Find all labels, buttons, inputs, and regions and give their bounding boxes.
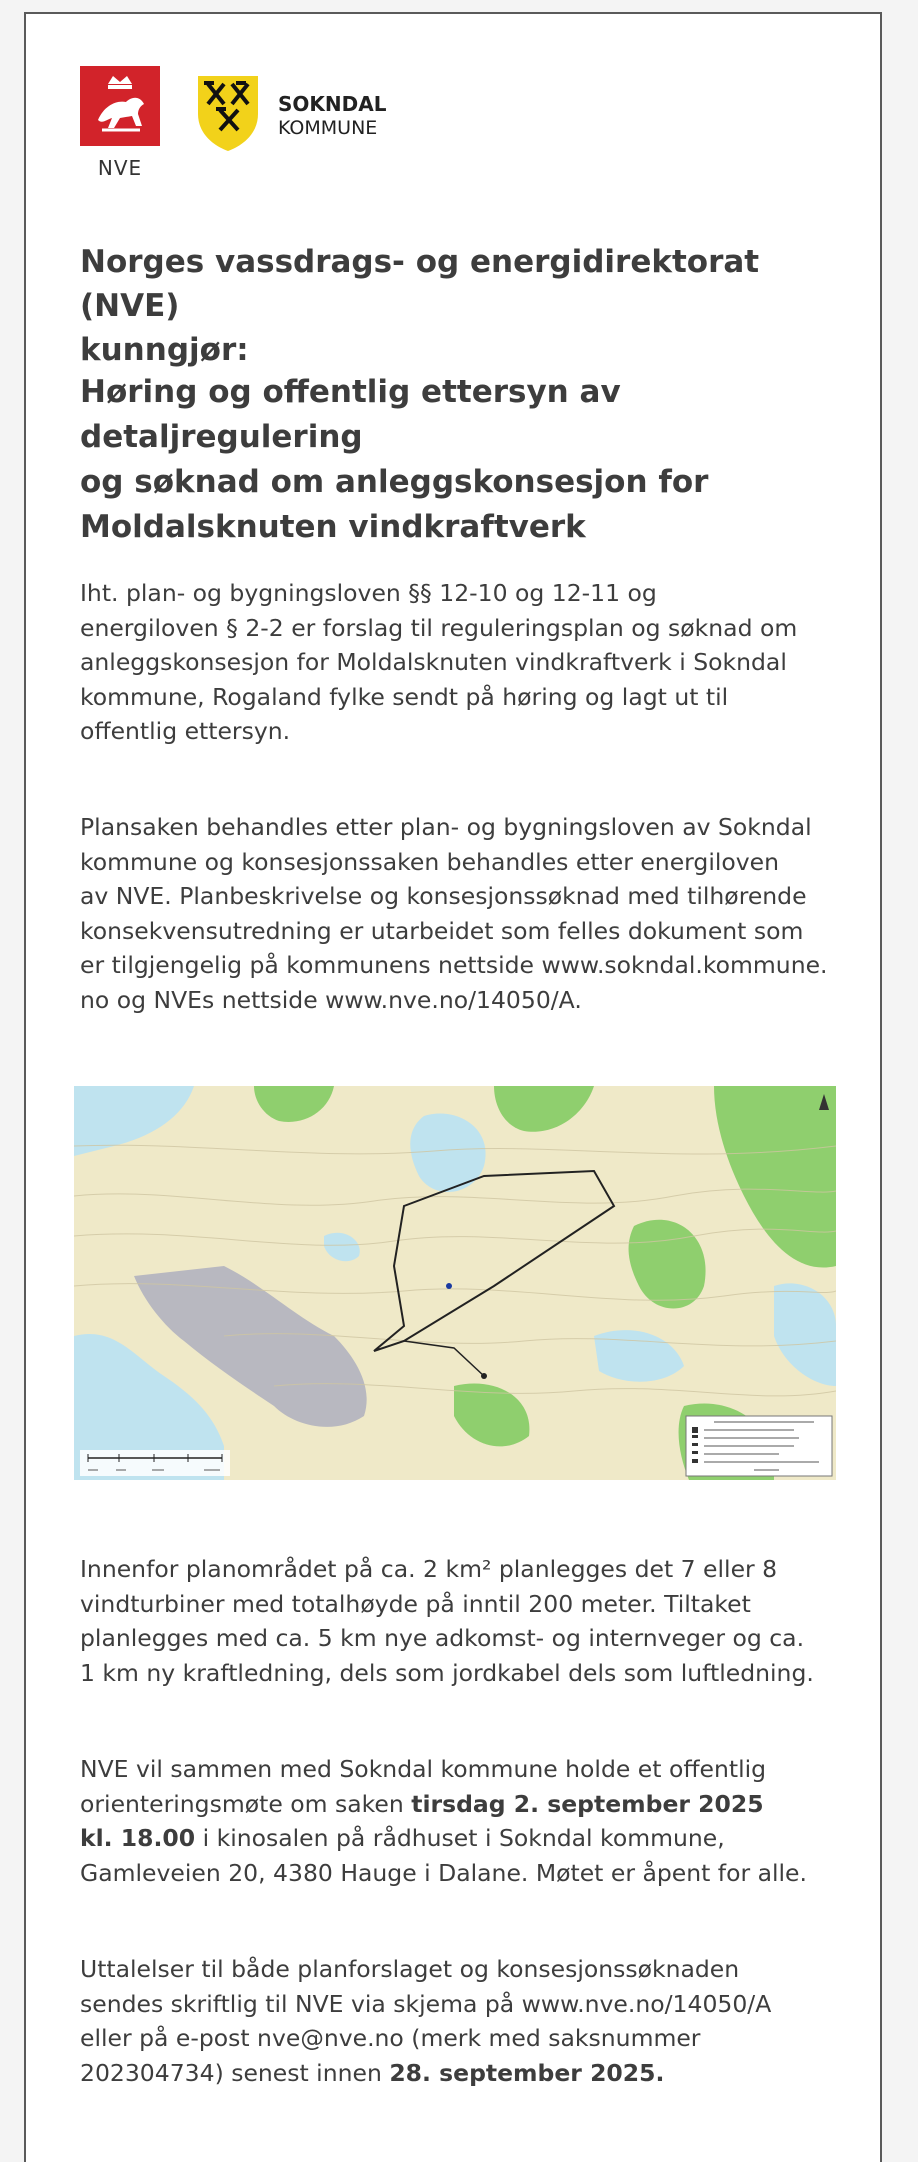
text-line: Innenfor planområdet på ca. 2 km² planlegges det 7 eller 8 — [80, 1555, 778, 1583]
text-line: Plansaken behandles etter plan- og bygningsloven av Sokndal — [80, 813, 812, 841]
project-area-map — [74, 1086, 836, 1480]
paragraph-legal-basis — [80, 576, 880, 749]
paragraph-procedure — [80, 810, 880, 1017]
nve-logo — [80, 66, 162, 180]
text-line: sendes skriftlig til NVE via skjema på www.nve.no/14050/A — [80, 1989, 772, 2018]
text-line: konsekvensutredning er utarbeidet som felles dokument som — [80, 916, 804, 945]
text-line: vindturbiner med totalhøyde på inntil 200 meter. Tiltaket — [80, 1589, 751, 1618]
text-line: energiloven § 2-2 er forslag til reguleringsplan og søknad om — [80, 613, 798, 642]
text-line: no og NVEs nettside www.nve.no/14050/A. — [80, 985, 582, 1014]
text-line: Gamleveien 20, 4380 Hauge i Dalane. Møtet er åpent for alle. — [80, 1858, 807, 1887]
nve-logo-text: NVE — [97, 156, 143, 180]
text-line: 1 km ny kraftledning, dels som jordkabel dels som luftledning. — [80, 1658, 814, 1687]
text-line: kommune, Rogaland fylke sendt på høring og lagt ut til — [80, 682, 729, 711]
intro-line: Norges vassdrags- og energidirektorat (NVE) — [80, 244, 760, 324]
announcement-sheet — [24, 12, 882, 2162]
meeting-date: tirsdag 2. september 2025 — [411, 1789, 764, 1818]
text-line: orienteringsmøte om saken — [80, 1789, 412, 1818]
page-title — [80, 370, 870, 550]
text-line: offentlig ettersyn. — [80, 717, 291, 745]
paragraph-project-details — [80, 1552, 880, 1690]
text-line: av NVE. Planbeskrivelse og konsesjonssøknad med tilhørende — [80, 882, 807, 910]
map-graphic — [74, 1086, 836, 1480]
text-line: er tilgjengelig på kommunens nettside www.sokndal.kommune. — [80, 951, 828, 979]
text-line: Uttalelser til både planforslaget og konsesjonssøknaden — [80, 1955, 740, 1983]
title-line: og søknad om anleggskonsesjon for — [80, 464, 709, 500]
paragraph-submissions — [80, 1952, 880, 2090]
sokndal-logo-name: SOKNDAL — [278, 92, 387, 116]
deadline-date: 28. september 2025. — [389, 2058, 665, 2087]
text-line: eller på e-post nve@nve.no (merk med saksnummer — [80, 2024, 701, 2052]
text-line: 202304734) senest innen — [80, 2058, 390, 2087]
text-line: anleggskonsesjon for Moldalsknuten vindkraftverk i Sokndal — [80, 648, 787, 676]
title-line: Høring og offentlig ettersyn av detaljregulering — [80, 374, 621, 455]
intro-heading — [80, 240, 860, 372]
paragraph-public-meeting — [80, 1752, 880, 1890]
text-line: Iht. plan- og bygningsloven §§ 12-10 og 12-11 og — [80, 579, 657, 607]
sokndal-logo-sub: KOMMUNE — [278, 117, 378, 139]
text-line: kommune og konsesjonssaken behandles etter energiloven — [80, 847, 780, 876]
text-line: planlegges med ca. 5 km nye adkomst- og internveger og ca. — [80, 1624, 805, 1652]
nve-lion-icon — [80, 66, 160, 146]
logo-row — [80, 66, 480, 196]
title-line: Moldalsknuten vindkraftverk — [80, 509, 586, 545]
text-line: NVE vil sammen med Sokndal kommune holde et offentlig — [80, 1755, 767, 1783]
sokndal-shield-icon — [196, 74, 260, 152]
meeting-time: kl. 18.00 — [80, 1824, 196, 1852]
intro-line: kunngjør: — [80, 332, 249, 368]
text-line: i kinosalen på rådhuset i Sokndal kommune, — [195, 1824, 725, 1852]
